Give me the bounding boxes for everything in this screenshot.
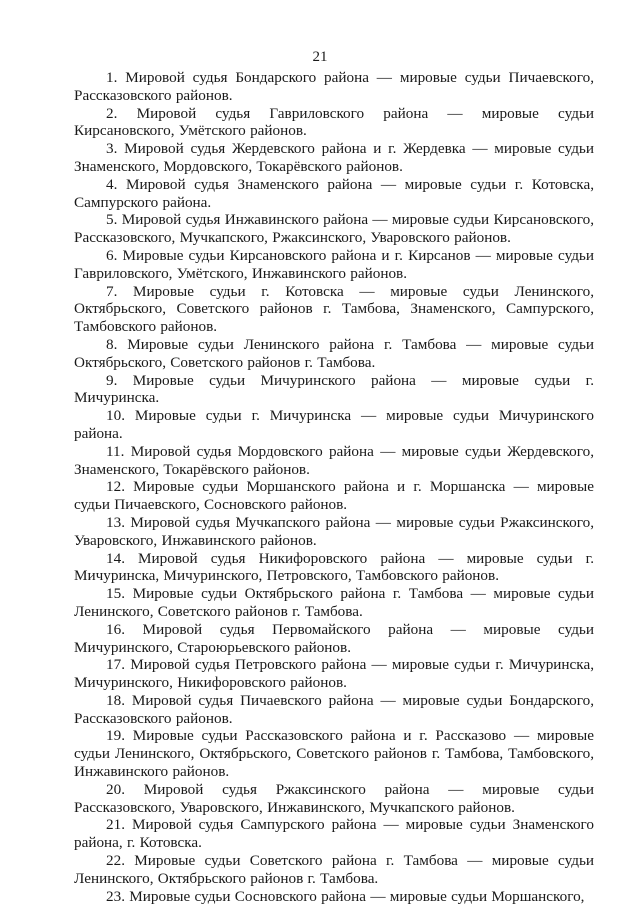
list-item: 9. Мировые судьи Мичуринского района — мировые судьи г. Мичуринска. <box>74 371 594 407</box>
list-item: 15. Мировые судьи Октябрьского района г. Тамбова — мировые судьи Ленинского, Советского районов г. Тамбова. <box>74 585 594 620</box>
list-item: 11. Мировой судья Мордовского района — мировые судьи Жердевского, Знаменского, Токарёвского районов. <box>74 442 594 478</box>
list-item: 23. Мировые судьи Сосновского района — мировые судьи Моршанского, <box>106 887 585 905</box>
list-item: 3. Мировой судья Жердевского района и г. Жердевка — мировые судьи Знаменского, Мордовского, Токарёвского районов. <box>74 140 594 175</box>
list-item: 21. Мировой судья Сампурского района — мировые судьи Знаменского района, г. Котовска. <box>74 816 594 852</box>
list-item: 12. Мировые судьи Моршанского района и г. Моршанска — мировые судьи Пичаевского, Сосновского районов. <box>74 478 594 514</box>
list-item: 8. Мировые судьи Ленинского района г. Тамбова — мировые судьи Октябрьского, Советского районов г. Тамбова. <box>74 335 594 371</box>
list-item: 16. Мировой судья Первомайского района — мировые судьи Мичуринского, Староюрьевского районов. <box>74 620 594 656</box>
list-item: 17. Мировой судья Петровского района — мировые судьи г. Мичуринска, Мичуринского, Никифоровского районов. <box>74 656 594 692</box>
list-item: 14. Мировой судья Никифоровского района — мировые судьи г. Мичуринска, Мичуринского, Петровского, Тамбовского районов. <box>74 549 594 585</box>
list-item: 10. Мировые судьи г. Мичуринска — мировые судьи Мичуринского района. <box>74 407 594 442</box>
list-item: 7. Мировые судьи г. Котовска — мировые судьи Ленинского, Октябрьского, Советского районов г. Тамбова, Знаменского, Сампурского, Тамбовского районов. <box>74 282 594 336</box>
page-number: 21 <box>312 49 328 65</box>
list-item: 2. Мировой судья Гавриловского района — мировые судьи Кирсановского, Умётского районов. <box>74 104 594 140</box>
list-item: 4. Мировой судья Знаменского района — мировые судьи г. Котовска, Сампурского района. <box>74 175 594 211</box>
list-item: 1. Мировой судья Бондарского района — мировые судьи Пичаевского, Рассказовского районов. <box>74 69 594 104</box>
list-item: 6. Мировые судьи Кирсановского района и г. Кирсанов — мировые судьи Гавриловского, Умётского, Инжавинского районов. <box>74 246 594 282</box>
list-item: 18. Мировой судья Пичаевского района — мировые судьи Бондарского, Рассказовского районов. <box>74 691 594 727</box>
list-item: 19. Мировые судьи Рассказовского района и г. Рассказово — мировые судьи Ленинского, Октябрьского, Советского районов г. Тамбова, Тамбовского, Инжавинского районов. <box>74 727 594 781</box>
judge-substitution-list <box>74 69 594 905</box>
list-item: 22. Мировые судьи Советского района г. Тамбова — мировые судьи Ленинского, Октябрьского районов г. Тамбова. <box>74 852 594 887</box>
list-item: 5. Мировой судья Инжавинского района — мировые судьи Кирсановского, Рассказовского, Мучкапского, Ржаксинского, Уваровского районов. <box>74 211 594 247</box>
list-item: 20. Мировой судья Ржаксинского района — мировые судьи Рассказовского, Уваровского, Инжавинского, Мучкапского районов. <box>74 780 594 816</box>
list-item: 13. Мировой судья Мучкапского района — мировые судьи Ржаксинского, Уваровского, Инжавинского районов. <box>74 513 594 549</box>
